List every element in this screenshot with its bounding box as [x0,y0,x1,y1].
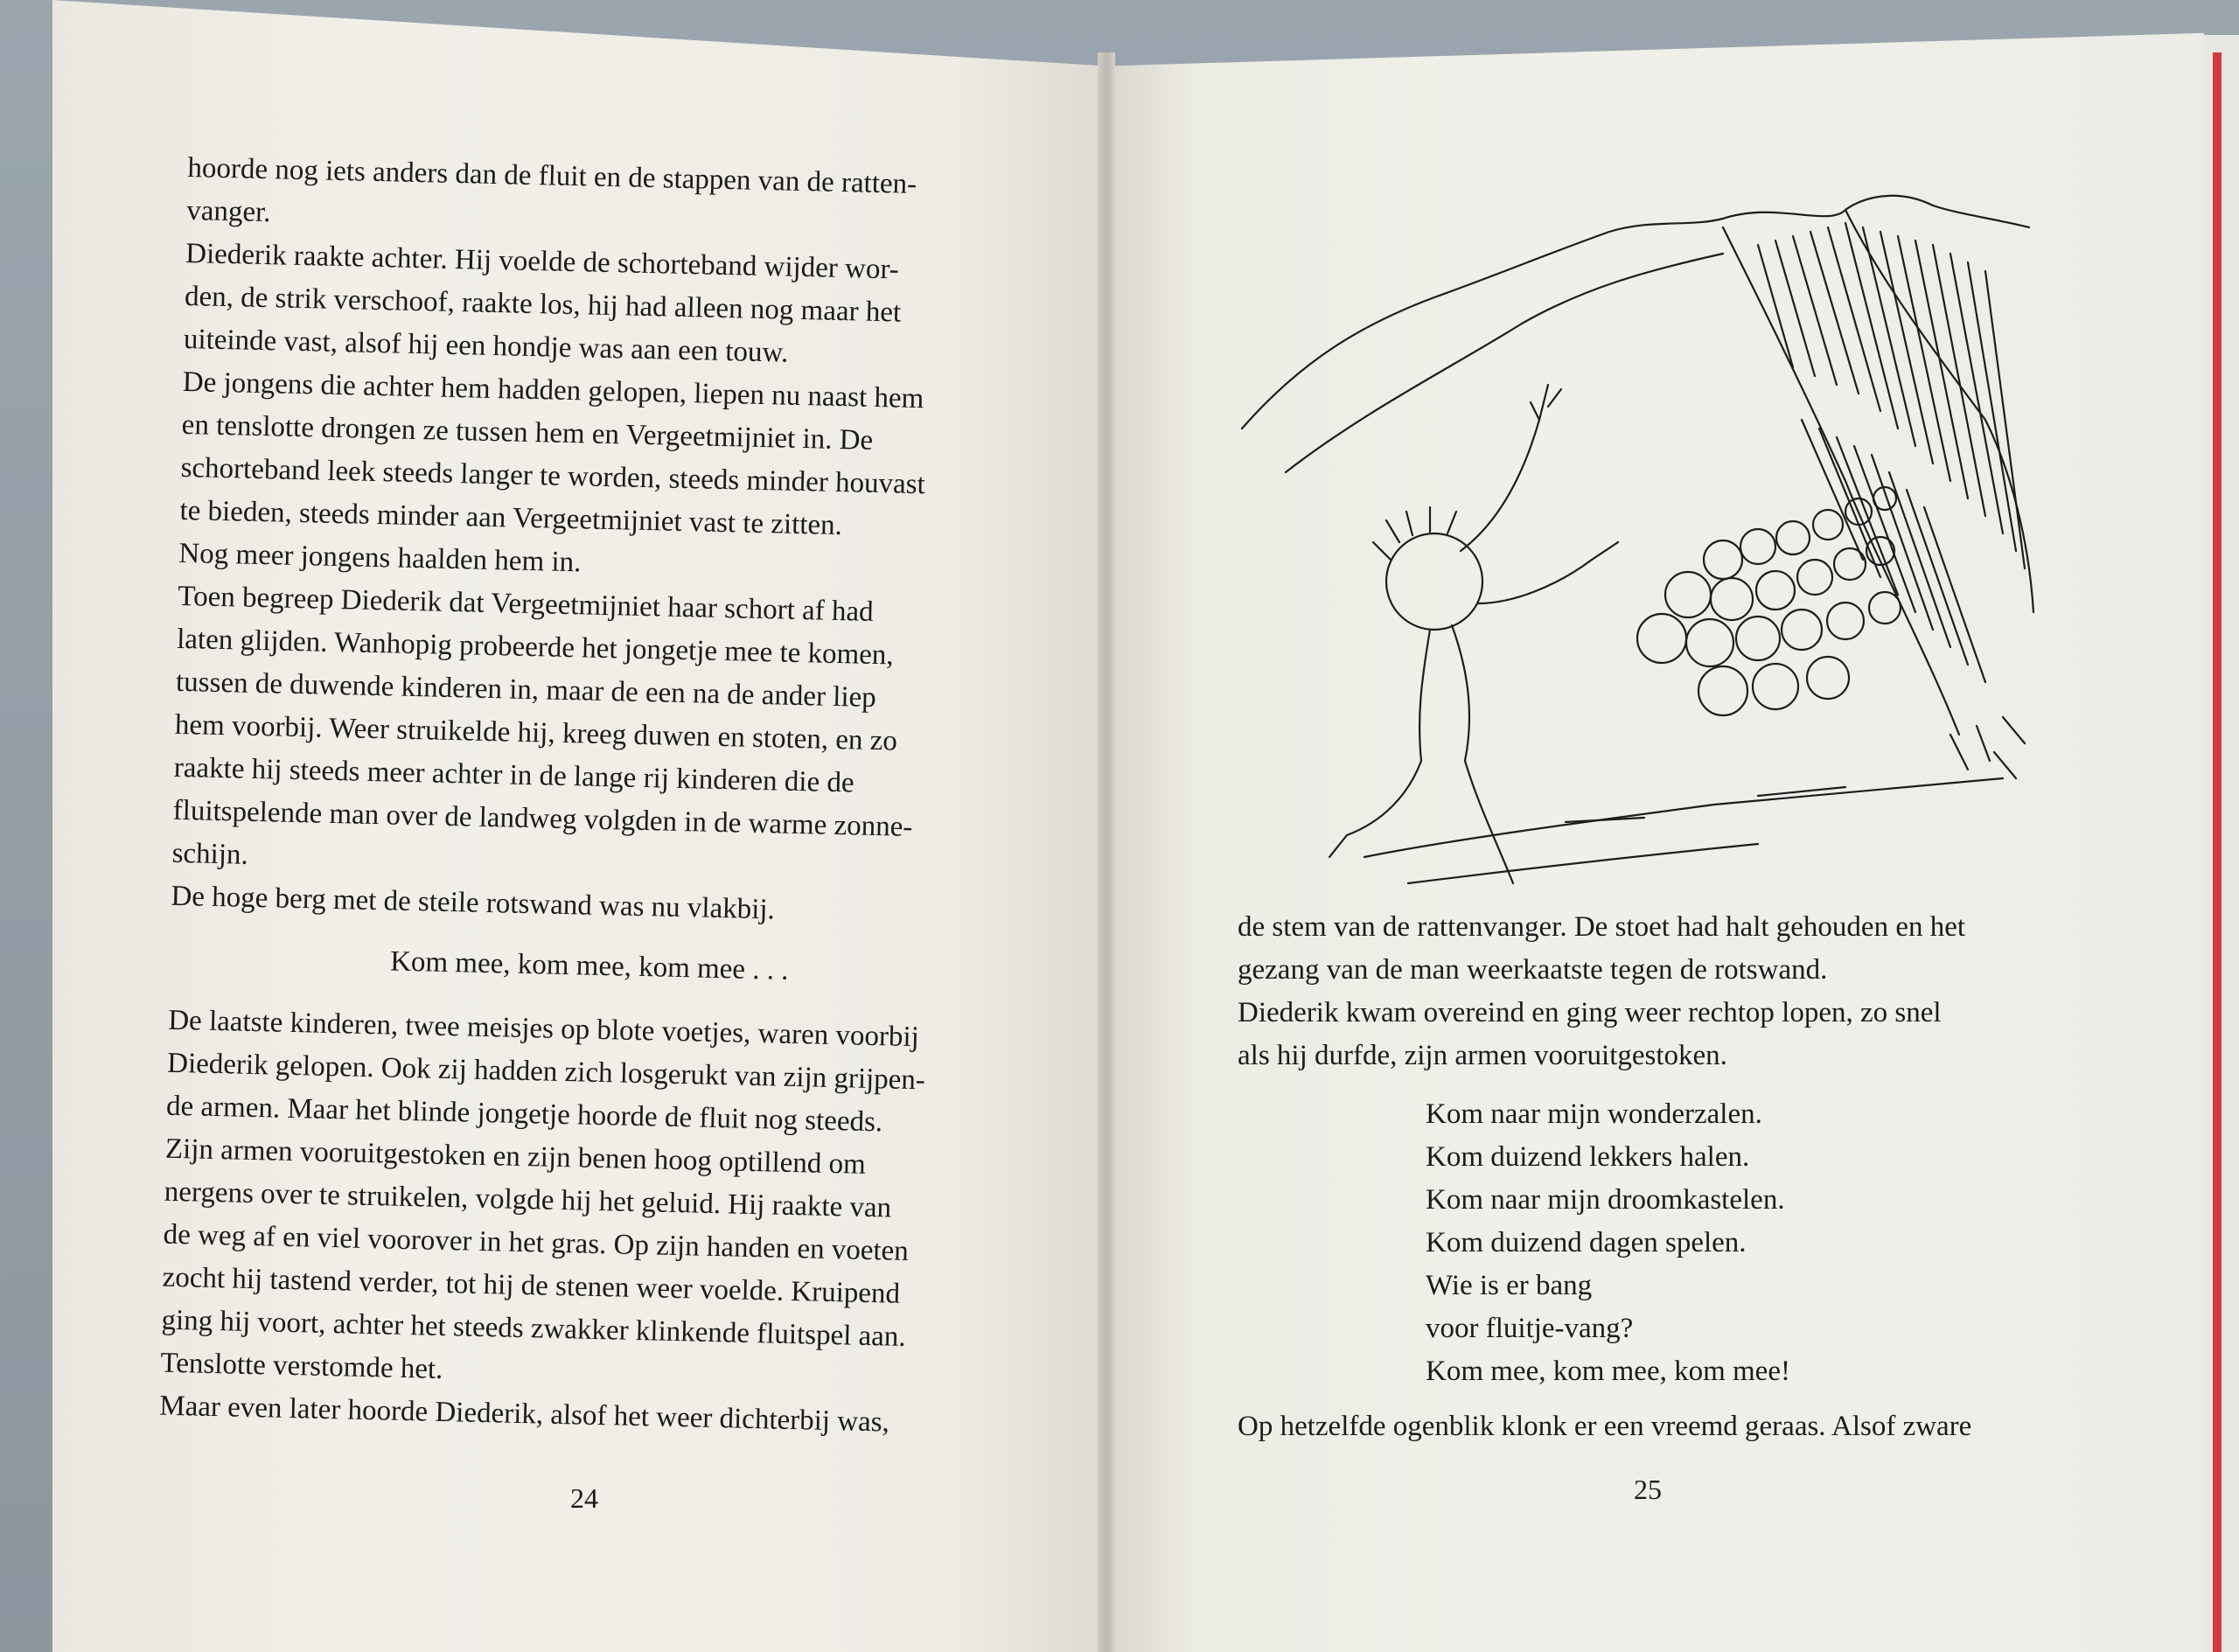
left-paragraphs-after [159,1000,1008,1447]
mountain-ridge [1242,196,2029,429]
text-line: als hij durfde, zijn armen vooruitgestoken. [1238,1040,1727,1071]
mountain-slope [1286,254,1723,472]
text-line: vanger. [185,194,271,229]
text-line: De hoge berg met de steile rotswand was nu vlakbij. [171,880,776,926]
text-line: Diederik gelopen. Ook zij hadden zich losgerukt van zijn grijpen- [166,1047,926,1097]
text-line: tussen de duwende kinderen in, maar de een na de ander liep [175,666,877,714]
right-last-line: Op hetzelfde ogenblik klonk er een vreemd geraas. Alsof zware [1238,1411,1972,1442]
text-line: laten glijden. Wanhopig probeerde het jongetje mee te komen, [176,623,895,672]
right-paragraphs [1238,906,2068,1077]
text-line: zocht hij tastend verder, tot hij de stenen weer voelde. Kruipend [162,1261,901,1310]
text-line: nergens over te struikelen, volgde hij het geluid. Hij raakte van [164,1175,892,1224]
text-line: Toen begreep Diederik dat Vergeetmijniet haar schort af had [177,580,875,628]
text-line: hoorde nog iets anders dan de fluit en de stappen van de ratten- [187,151,917,200]
text-line: Zijn armen vooruitgestoken en zijn benen hoog optillend om [164,1133,867,1181]
poem-line: Wie is er bang [1426,1270,1593,1301]
text-line: ging hij voort, achter het steeds zwakker klinkende fluitspel aan. [161,1304,907,1353]
left-verse: Kom mee, kom mee, kom mee . . . [389,945,789,986]
text-line: schorteband leek steeds langer te worden, steeds minder houvast [180,451,926,501]
left-page-text [159,147,1028,1446]
text-line: raakte hij steeds meer achter in de lange rij kinderen die de [173,751,855,799]
text-line: De jongens die achter hem hadden gelopen, liepen nu naast hem [182,366,924,415]
left-paragraphs [171,147,1028,938]
pen-illustration [1233,192,2047,901]
book-cover-red-edge [2213,52,2222,1652]
ground [1364,778,2003,857]
book-gutter [1098,52,1115,1652]
poem-line: Kom naar mijn wonderzalen. [1426,1098,1762,1130]
poem-line: Kom duizend dagen spelen. [1426,1227,1747,1258]
text-line: Maar even later hoorde Diederik, alsof het weer dichterbij was, [158,1390,890,1439]
text-line: de armen. Maar het blinde jongetje hoorde de fluit nog steeds. [165,1090,883,1139]
text-line: schijn. [171,837,249,871]
text-line: hem voorbij. Weer struikelde hij, kreeg duwen en stoten, en zo [174,708,898,757]
text-line: Nog meer jongens haalden hem in. [178,537,582,579]
text-line: de stem van de rattenvanger. De stoet had halt gehouden en het [1238,911,1966,943]
page-number-left: 24 [570,1482,598,1514]
text-line: den, de strik verschoof, raakte los, hij had alleen nog maar het [184,280,902,329]
poem-line: Kom naar mijn droomkastelen. [1426,1184,1785,1216]
text-line: uiteinde vast, alsof hij een hondje was aan een touw. [183,323,789,369]
text-line: de weg af en viel voorover in het gras. Op zijn handen en voeten [163,1218,910,1268]
text-line: te bieden, steeds minder aan Vergeetmijniet vast te zitten. [179,494,843,542]
poem-line: Kom duizend lekkers halen. [1426,1141,1750,1173]
text-line: Tenslotte verstomde het. [160,1347,443,1385]
children-crowd [1637,487,1901,715]
text-line: De laatste kinderen, twee meisjes op blote voetjes, waren voorbij [167,1004,920,1054]
text-line: en tenslotte drongen ze tussen hem en Vergeetmijniet in. De [181,408,874,457]
text-line: gezang van de man weerkaatste tegen de rotswand. [1238,954,1828,986]
poem-line: Kom mee, kom mee, kom mee! [1426,1356,1790,1387]
running-boy [1329,385,1618,883]
text-line: fluitspelende man over de landweg volgden in de warme zonne- [172,794,913,843]
page-number-right: 25 [1634,1474,1662,1505]
poem [1426,1093,2068,1393]
poem-line: voor fluitje-vang? [1426,1313,1634,1344]
right-page-text [1238,906,2068,1448]
text-line: Diederik raakte achter. Hij voelde de schorteband wijder wor- [185,237,900,286]
text-line: Diederik kwam overeind en ging weer rechtop lopen, zo snel [1238,997,1942,1028]
